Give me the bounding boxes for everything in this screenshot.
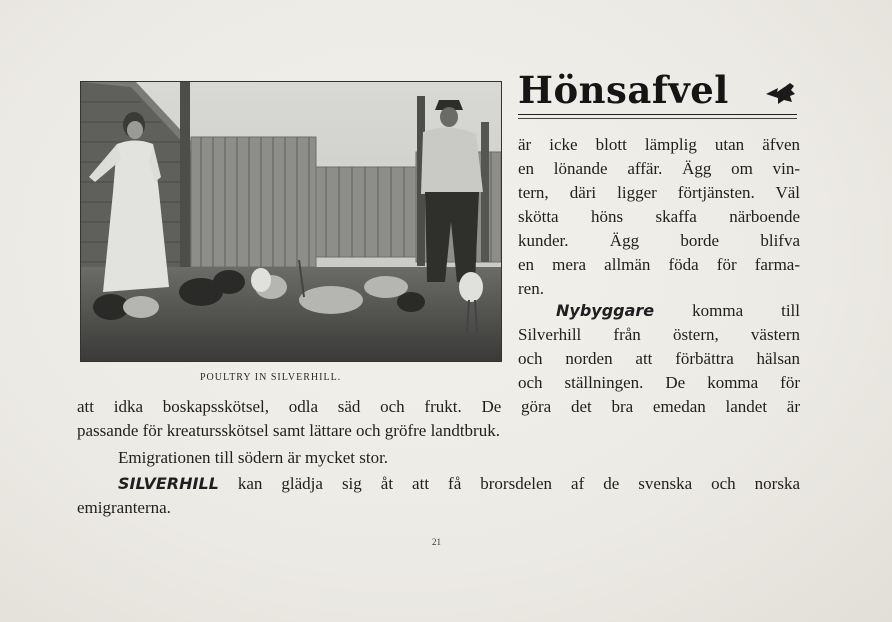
body-line: en lönande affär. Ägg om vin-	[518, 159, 800, 178]
heading-title: Hönsafvel	[518, 68, 729, 112]
body-text: komma till	[654, 301, 800, 320]
lead-word-silverhill: SILVERHILL	[118, 474, 219, 493]
body-line	[556, 299, 800, 323]
body-line: Silverhill från östern, västern	[518, 325, 800, 344]
body-line: är icke blott lämplig utan äfven	[518, 135, 800, 154]
body-line: passande för kreatursskötsel samt lättare och gröfre landtbruk.	[77, 421, 500, 440]
page-heading	[518, 68, 800, 112]
page-number: 21	[432, 537, 441, 547]
photo-caption: POULTRY IN SILVERHILL.	[200, 372, 342, 383]
lead-word-nybyggare: Nybyggare	[556, 301, 655, 320]
body-line	[118, 472, 800, 496]
body-line: ren.	[518, 279, 544, 298]
body-line: tern, däri ligger förtjänsten. Väl	[518, 183, 800, 202]
body-line: och norden att förbättra hälsan	[518, 349, 800, 368]
body-line: kunder. Ägg borde blifva	[518, 231, 800, 250]
body-line: en mera allmän föda för farma-	[518, 255, 800, 274]
body-text: kan glädja sig åt att få brorsdelen af de svenska och norska	[218, 474, 800, 493]
body-line: Emigrationen till södern är mycket stor.	[118, 448, 389, 467]
body-line: och ställningen. De komma för	[518, 373, 800, 392]
poultry-photo	[80, 81, 502, 362]
body-line: skötta höns skaffa närboende	[518, 207, 800, 226]
body-line: emigranterna.	[77, 498, 171, 517]
hand-pointing-icon	[764, 80, 798, 106]
body-line: att idka boskapsskötsel, odla säd och frukt. De göra det bra emedan landet är	[77, 397, 800, 416]
heading-rule	[518, 114, 797, 119]
